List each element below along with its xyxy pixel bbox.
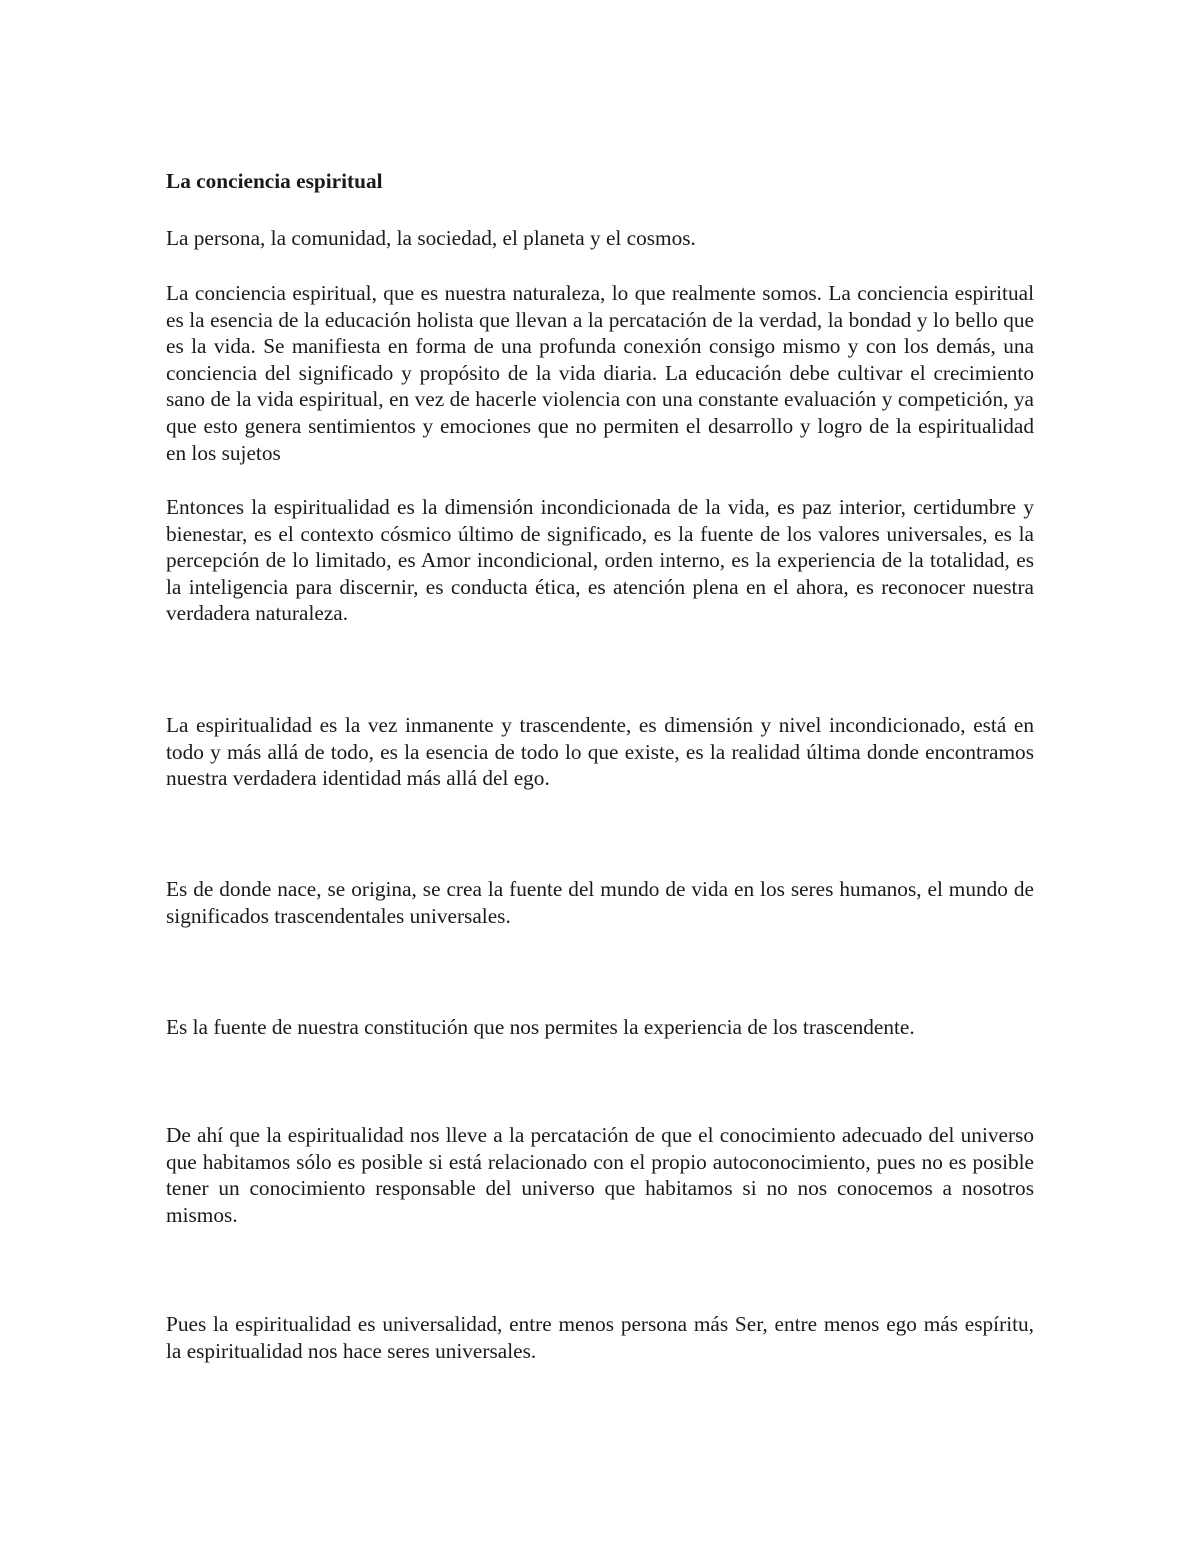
document-title: La conciencia espiritual: [166, 169, 383, 193]
paragraph-4: La espiritualidad es la vez inmanente y trascendente, es dimensión y nivel incondicionado, está en todo y más allá de todo, es la esencia de todo lo que existe, es la realidad última donde encontramos nuestra verdadera identidad más allá del ego.: [166, 713, 1034, 791]
paragraph-7: De ahí que la espiritualidad nos lleve a la percatación de que el conocimiento adecuado del universo que habitamos sólo es posible si está relacionado con el propio autoconocimiento, pues no es posible tener un conocimiento responsable del universo que habitamos si no nos conocemos a nosotros mismos.: [166, 1123, 1034, 1227]
paragraph-1: La persona, la comunidad, la sociedad, el planeta y el cosmos.: [166, 226, 696, 250]
paragraph-5: Es de donde nace, se origina, se crea la fuente del mundo de vida en los seres humanos, el mundo de significados trascendentales universales.: [166, 877, 1034, 928]
paragraph-2: La conciencia espiritual, que es nuestra naturaleza, lo que realmente somos. La conciencia espiritual es la esencia de la educación holista que llevan a la percatación de la verdad, la bondad y lo bello que es la vida. Se manifiesta en forma de una profunda conexión consigo mismo y con los demás, una conciencia del significado y propósito de la vida diaria. La educación debe cultivar el crecimiento sano de la vida espiritual, en vez de hacerle violencia con una constante evaluación y competición, ya que esto genera sentimientos y emociones que no permiten el desarrollo y logro de la espiritualidad en los sujetos: [166, 281, 1034, 465]
paragraph-3: Entonces la espiritualidad es la dimensión incondicionada de la vida, es paz interior, certidumbre y bienestar, es el contexto cósmico último de significado, es la fuente de los valores universales, es la percepción de lo limitado, es Amor incondicional, orden interno, es la experiencia de la totalidad, es la inteligencia para discernir, es conducta ética, es atención plena en el ahora, es reconocer nuestra verdadera naturaleza.: [166, 495, 1034, 626]
paragraph-8: Pues la espiritualidad es universalidad, entre menos persona más Ser, entre menos ego más espíritu, la espiritualidad nos hace seres universales.: [166, 1312, 1034, 1363]
paragraph-6: Es la fuente de nuestra constitución que nos permites la experiencia de los trascendente.: [166, 1015, 915, 1039]
